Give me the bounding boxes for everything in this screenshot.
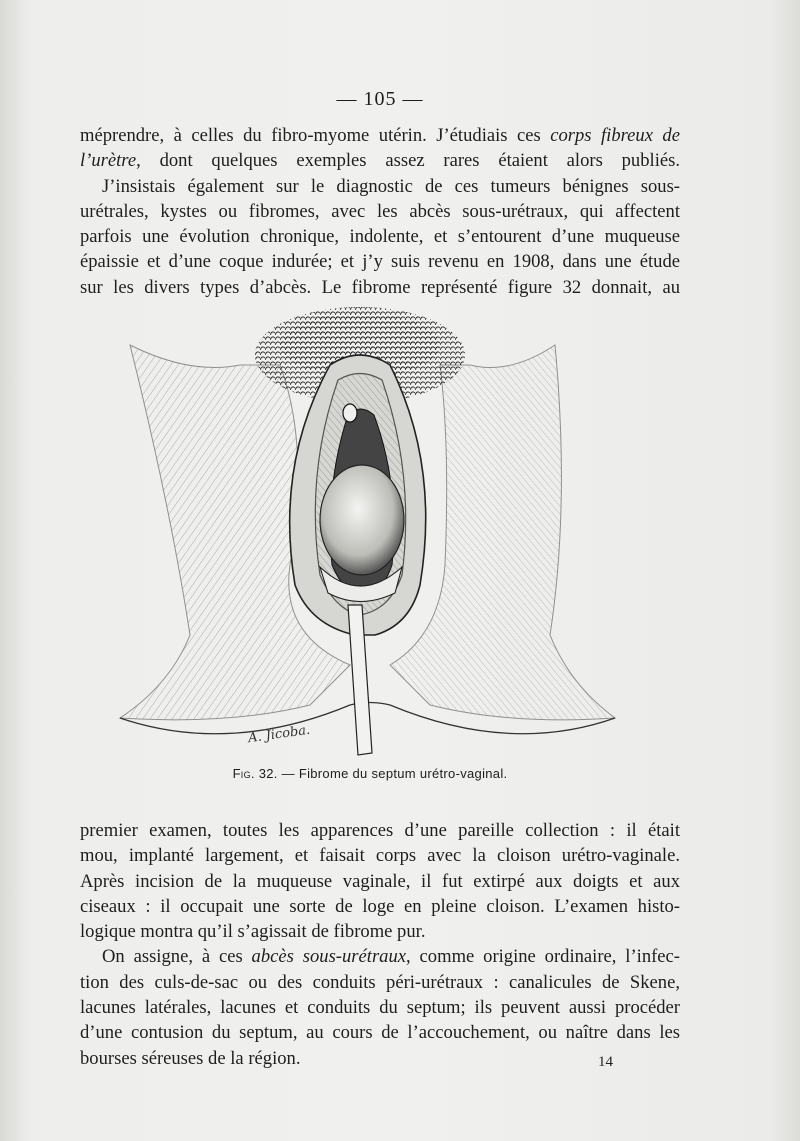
text-line: Après incision de la muqueuse vaginale, il fut extirpé aux doigts et aux bbox=[80, 870, 680, 892]
signature-mark: 14 bbox=[598, 1054, 613, 1070]
artist-signature: A. Jicoba. bbox=[247, 722, 312, 747]
text-line: premier examen, toutes les apparences d’une pareille collection : il était bbox=[80, 820, 680, 841]
caption-text: — Fibrome du septum urétro-vaginal. bbox=[277, 766, 508, 781]
text-line: parfois une évolution chronique, indolente, et s’entourent d’une muqueuse bbox=[80, 226, 680, 248]
paragraph-2 bbox=[80, 818, 680, 1071]
text-line: On assigne, à ces abcès sous-urétraux, comme origine ordinaire, l’infec- bbox=[102, 946, 681, 968]
text-line: méprendre, à celles du fibro-myome utérin. J’étudiais ces corps fibreux de bbox=[80, 125, 680, 146]
page-number: — 105 — bbox=[336, 88, 424, 110]
figure-caption bbox=[0, 766, 740, 781]
text-line: logique montra qu’il s’agissait de fibrome pur. bbox=[80, 921, 426, 943]
text-line: J’insistais également sur le diagnostic de ces tumeurs bénignes sous- bbox=[102, 175, 680, 197]
text-line: épaissie et d’une coque indurée; et j’y suis revenu en 1908, dans une étude bbox=[80, 251, 680, 273]
text-line: ciseaux : il occupait une sorte de loge en pleine cloison. L’examen histo- bbox=[80, 895, 680, 917]
text-line: urétrales, kystes ou fibromes, avec les abcès sous-urétraux, qui affectent bbox=[80, 200, 680, 222]
text-line: tion des culs-de-sac ou des conduits péri-urétraux : canalicules de Skene, bbox=[80, 971, 680, 993]
figure-label: Fig. 32. bbox=[232, 766, 278, 781]
text-line: bourses séreuses de la région. bbox=[80, 1047, 301, 1069]
text-line: lacunes latérales, lacunes et conduits du septum; ils peuvent aussi procéder bbox=[80, 997, 680, 1019]
text-line: l’urètre, dont quelques exemples assez rares étaient alors publiés. bbox=[80, 150, 680, 172]
text-line: mou, implanté largement, et faisait corps avec la cloison urétro-vaginale. bbox=[80, 845, 680, 867]
text-line: d’une contusion du septum, au cours de l’accouchement, ou naître dans les bbox=[80, 1022, 680, 1044]
engraving-drawing bbox=[110, 305, 630, 760]
paragraph-1 bbox=[80, 123, 680, 300]
anatomical-illustration bbox=[110, 305, 630, 760]
text-line: sur les divers types d’abcès. Le fibrome représenté figure 32 donnait, au bbox=[80, 276, 680, 298]
